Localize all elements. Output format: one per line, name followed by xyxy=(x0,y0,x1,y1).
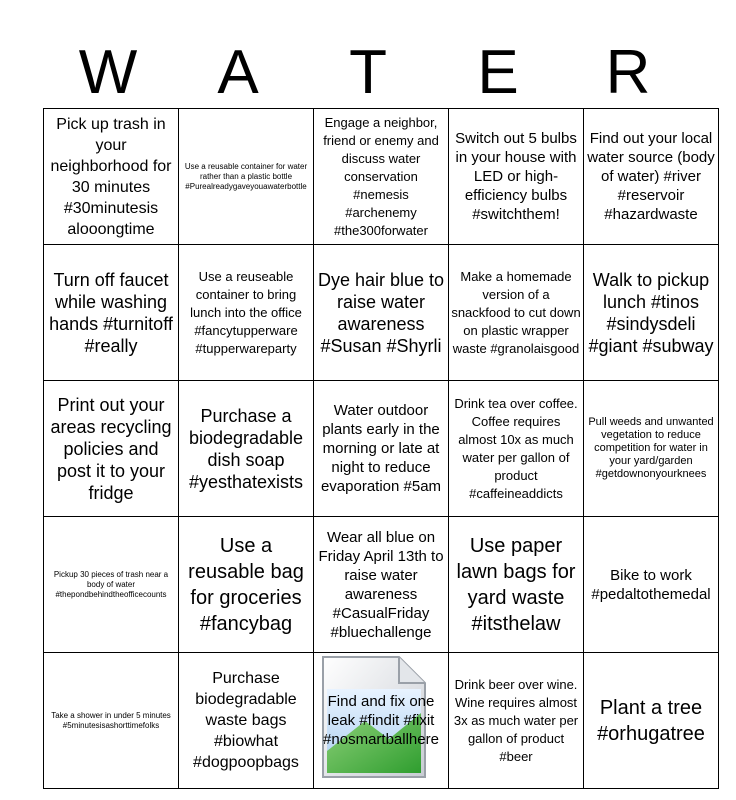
bingo-cell[interactable] xyxy=(584,517,719,653)
cell-text: Pick up trash in your neighborhood for 30 minutes #30minutesis alooongtime xyxy=(50,115,172,238)
bingo-cell[interactable] xyxy=(44,381,179,517)
cell-text: Make a homemade version of a snackfood to cut down on plastic wrapper waste #granolaisgood xyxy=(451,268,581,356)
bingo-cell[interactable] xyxy=(314,245,449,381)
cell-text: Take a shower in under 5 minutes #5minutesisashorttimefolks xyxy=(51,710,171,730)
cell-text: Find out your local water source (body of water) #river #reservoir #hazardwaste xyxy=(587,130,715,223)
board-row-2 xyxy=(44,245,719,381)
board-row-5 xyxy=(44,653,719,789)
bingo-cell[interactable] xyxy=(449,245,584,381)
bingo-cell[interactable] xyxy=(584,381,719,517)
bingo-cell[interactable] xyxy=(314,517,449,653)
header-letter-e: E xyxy=(477,38,519,107)
bingo-header xyxy=(43,40,693,106)
bingo-cell[interactable] xyxy=(179,381,314,517)
bingo-cell[interactable] xyxy=(449,109,584,245)
header-letter-r: R xyxy=(605,38,651,107)
bingo-cell[interactable] xyxy=(44,653,179,789)
cell-text: Wear all blue on Friday April 13th to raise water awareness #CasualFriday #bluechallenge xyxy=(318,528,444,641)
bingo-cell[interactable] xyxy=(584,245,719,381)
bingo-cell[interactable] xyxy=(449,381,584,517)
cell-text: Water outdoor plants early in the morning or late at night to reduce evaporation #5am xyxy=(320,402,442,495)
bingo-cell[interactable] xyxy=(314,109,449,245)
cell-text: Print out your areas recycling policies and post it to your fridge xyxy=(50,394,172,503)
bingo-cell[interactable] xyxy=(584,109,719,245)
cell-text: Find and fix one leak #findit #fixit #nosmartballhere xyxy=(323,693,439,748)
bingo-cell[interactable] xyxy=(44,517,179,653)
cell-text: Purchase a biodegradable dish soap #yesthatexists xyxy=(188,405,304,492)
bingo-board xyxy=(43,108,719,789)
board-row-1 xyxy=(44,109,719,245)
cell-text: Use a reuseable container to bring lunch into the office #fancytupperware #tupperwareparty xyxy=(190,268,302,356)
cell-text: Switch out 5 bulbs in your house with LED or high-efficiency bulbs #switchthem! xyxy=(455,130,577,223)
cell-text: Drink beer over wine. Wine requires almost 3x as much water per gallon of product #beer xyxy=(453,676,579,764)
header-letter-a: A xyxy=(217,38,259,107)
header-letter-w: W xyxy=(78,38,138,107)
cell-text: Bike to work #pedaltothemedal xyxy=(591,566,711,603)
cell-text: Use paper lawn bags for yard waste #itsthelaw xyxy=(456,534,576,635)
cell-text: Dye hair blue to raise water awareness #Susan #Shyrli xyxy=(317,269,445,356)
cell-text: Engage a neighbor, friend or enemy and discuss water conservation #nemesis #archenemy #the300forwater xyxy=(323,114,439,238)
bingo-cell[interactable] xyxy=(44,109,179,245)
header-letter-t: T xyxy=(349,38,387,107)
bingo-cell[interactable] xyxy=(179,517,314,653)
bingo-cell[interactable] xyxy=(449,653,584,789)
board-row-4 xyxy=(44,517,719,653)
cell-text: Plant a tree #orhugatree xyxy=(597,696,705,745)
cell-text: Purchase biodegradable waste bags #biowhat #dogpoopbags xyxy=(193,670,299,771)
cell-text: Use a reusable container for water rather than a plastic bottle #Purealreadygaveyouawaterbottle xyxy=(184,161,308,191)
bingo-cell[interactable] xyxy=(449,517,584,653)
bingo-cell[interactable] xyxy=(44,245,179,381)
cell-text: Pull weeds and unwanted vegetation to reduce competition for water in your yard/garden #getdownonyourknees xyxy=(588,416,714,480)
cell-text: Pickup 30 pieces of trash near a body of water #thepondbehindtheofficecounts xyxy=(53,569,169,599)
cell-text: Use a reusable bag for groceries #fancybag xyxy=(188,534,304,635)
bingo-cell[interactable] xyxy=(179,245,314,381)
board-row-3 xyxy=(44,381,719,517)
bingo-cell[interactable] xyxy=(584,653,719,789)
bingo-cell[interactable] xyxy=(179,109,314,245)
cell-text: Turn off faucet while washing hands #turnitoff #really xyxy=(49,269,173,356)
bingo-cell[interactable] xyxy=(314,381,449,517)
bingo-cell[interactable] xyxy=(179,653,314,789)
cell-text: Walk to pickup lunch #tinos #sindysdeli #giant #subway xyxy=(588,269,714,356)
cell-text: Drink tea over coffee. Coffee requires almost 10x as much water per gallon of product #caffeineaddicts xyxy=(454,395,578,501)
bingo-cell[interactable] xyxy=(314,653,449,789)
